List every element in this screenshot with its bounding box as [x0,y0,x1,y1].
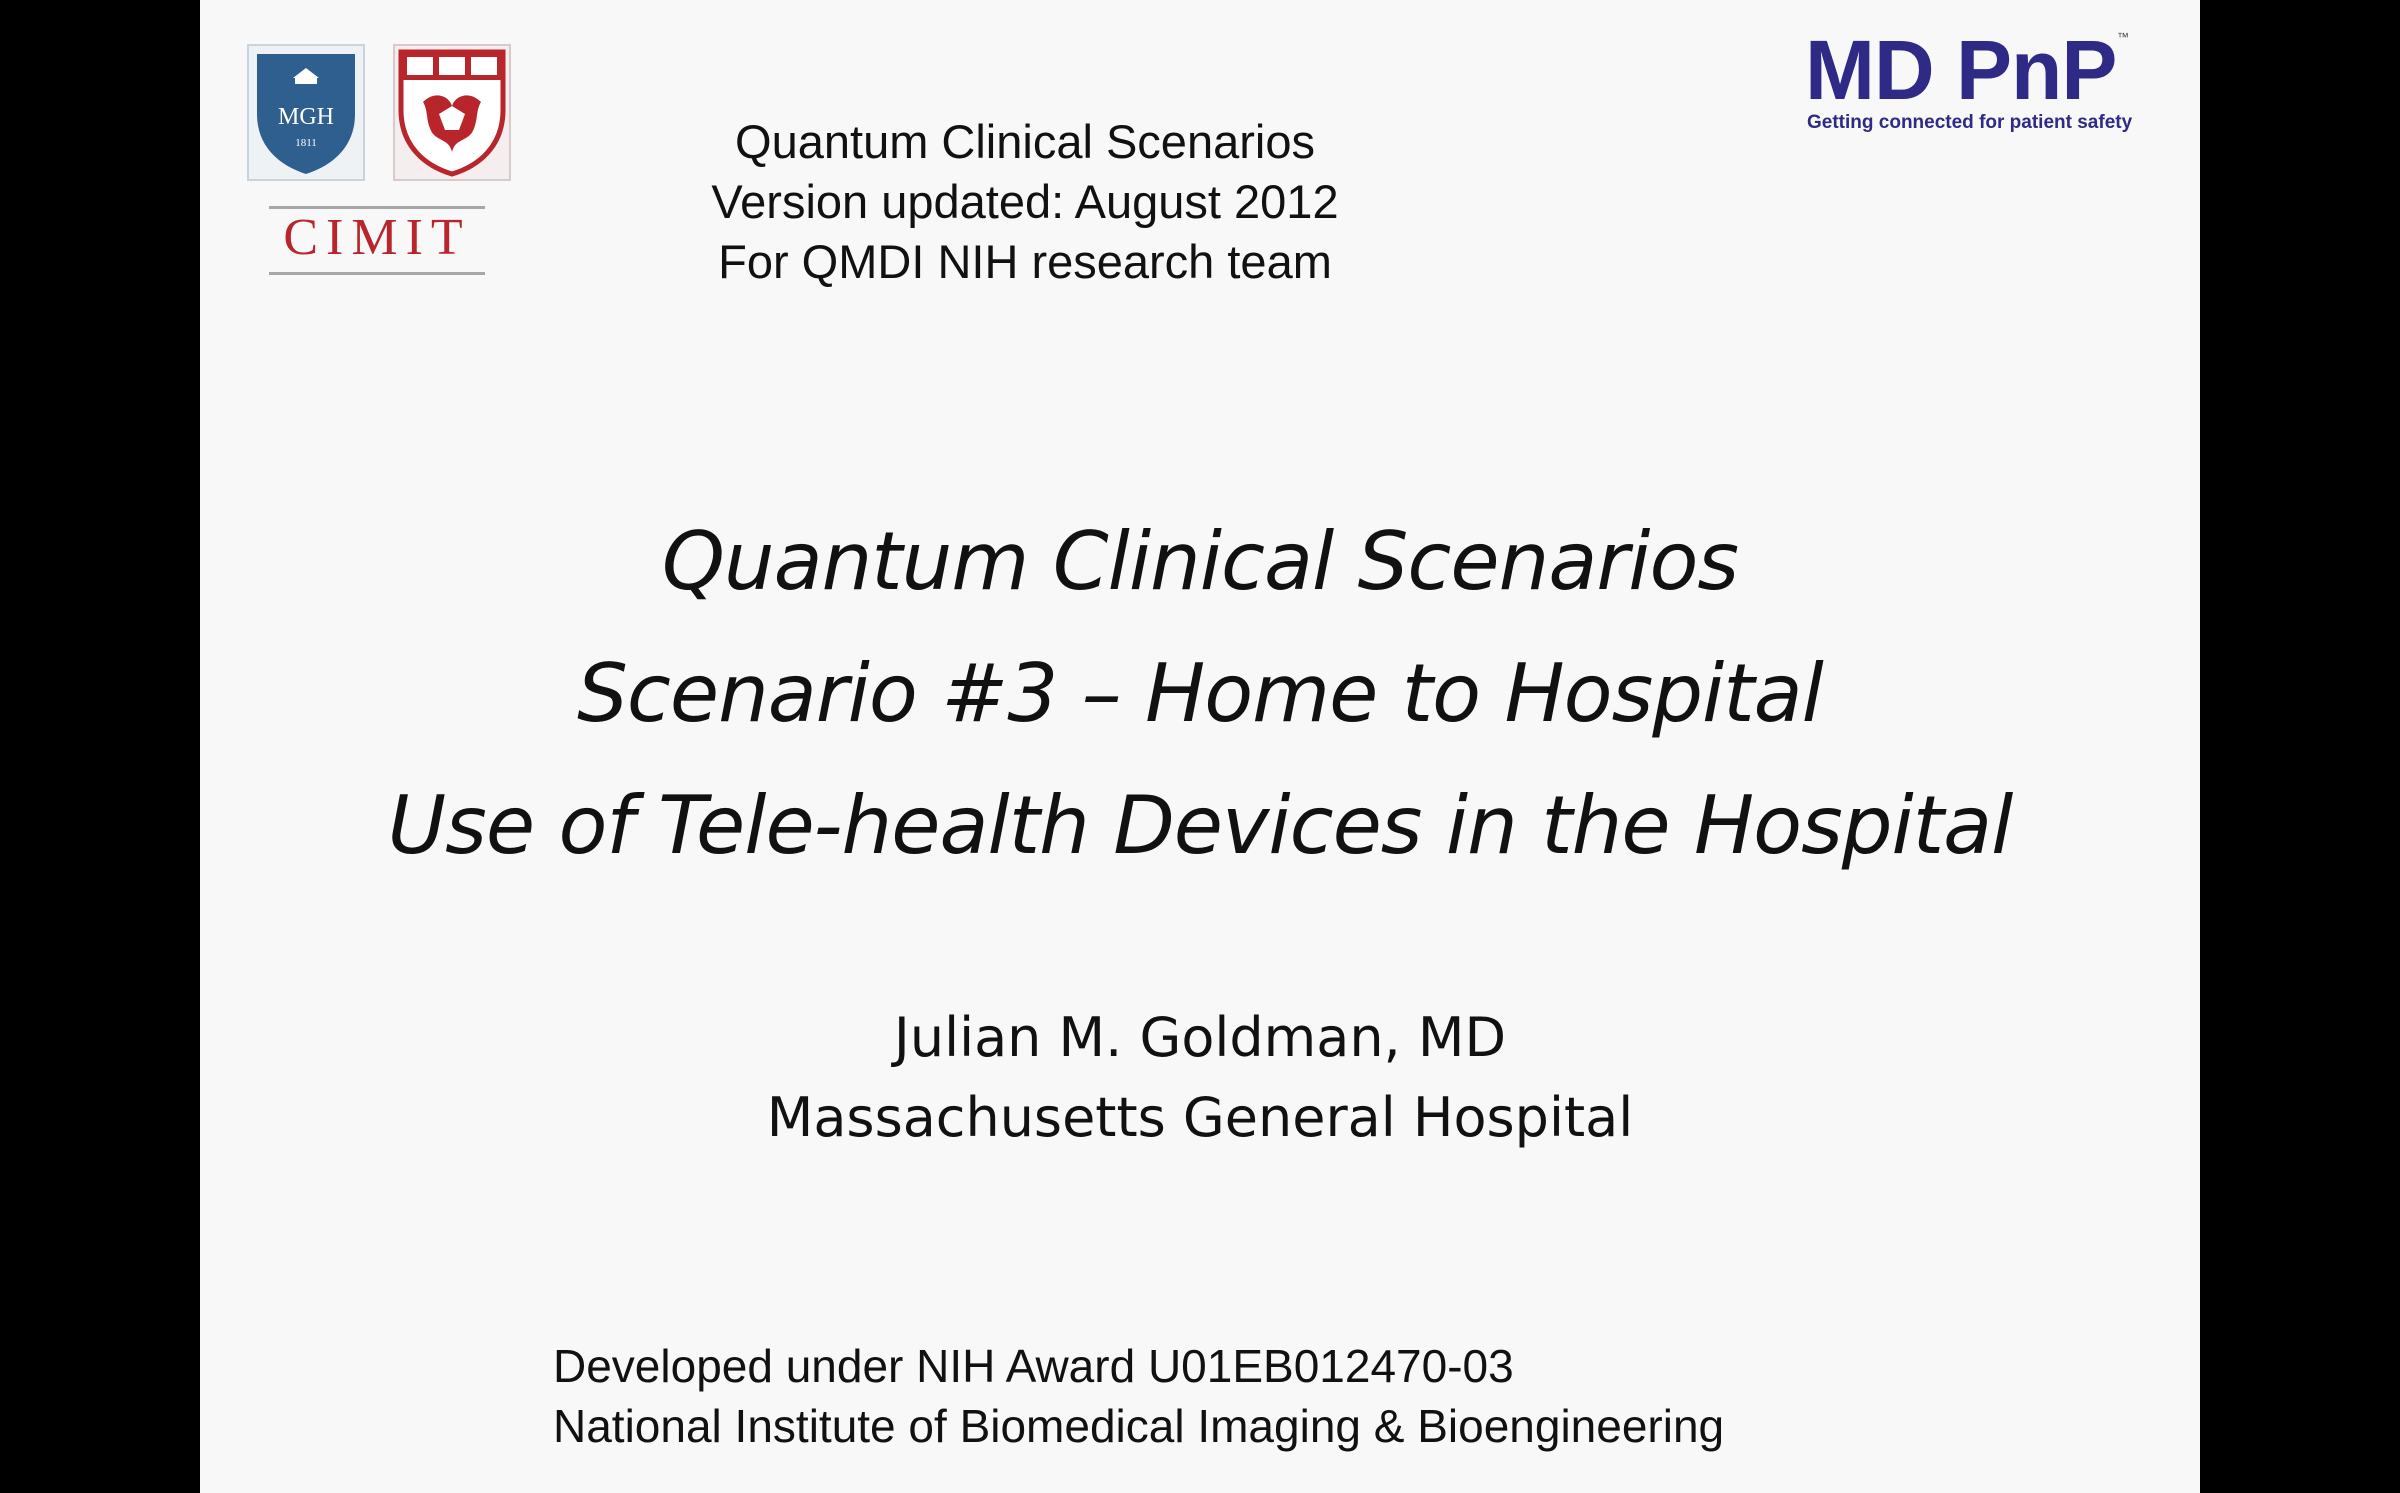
mdpnp-logo [1805,23,2135,138]
author-affiliation: Massachusetts General Hospital [766,1086,1634,1149]
footer-line-1: Developed under NIH Award U01EB012470-03 [553,1340,1514,1392]
mdpnp-trademark: ™ [2117,30,2129,44]
title-line-2: Scenario #3 – Home to Hospital [577,647,1823,740]
author-info [200,998,2200,1158]
slide [200,0,2200,1493]
slide-title [200,496,2200,892]
institution-logos [247,44,517,284]
title-line-3: Use of Tele-health Devices in the Hospital [387,779,2013,872]
svg-text:MGH: MGH [277,104,335,130]
header-line-3: For QMDI NIH research team [718,235,1332,288]
header-line-1: Quantum Clinical Scenarios [735,115,1315,168]
mdpnp-wordmark [1805,23,2117,117]
mdpnp-pnp: PnP [1955,23,2117,117]
footer-line-2: National Institute of Biomedical Imaging & Bioengineering [553,1400,1725,1452]
title-line-1: Quantum Clinical Scenarios [661,515,1739,608]
slide-header [700,112,1350,292]
mdpnp-md: MD [1805,23,1934,117]
author-name: Julian M. Goldman, MD [893,1006,1507,1069]
cimit-rule-bottom [269,272,485,275]
mgh-shield-logo [247,44,365,181]
mdpnp-tagline: Getting connected for patient safety [1807,112,2133,133]
cimit-logo: CIMIT [283,209,471,266]
hms-shield-logo [393,44,511,181]
header-line-2: Version updated: August 2012 [711,175,1339,228]
svg-text:1811: 1811 [295,137,317,149]
funding-footer [553,1336,1724,1456]
